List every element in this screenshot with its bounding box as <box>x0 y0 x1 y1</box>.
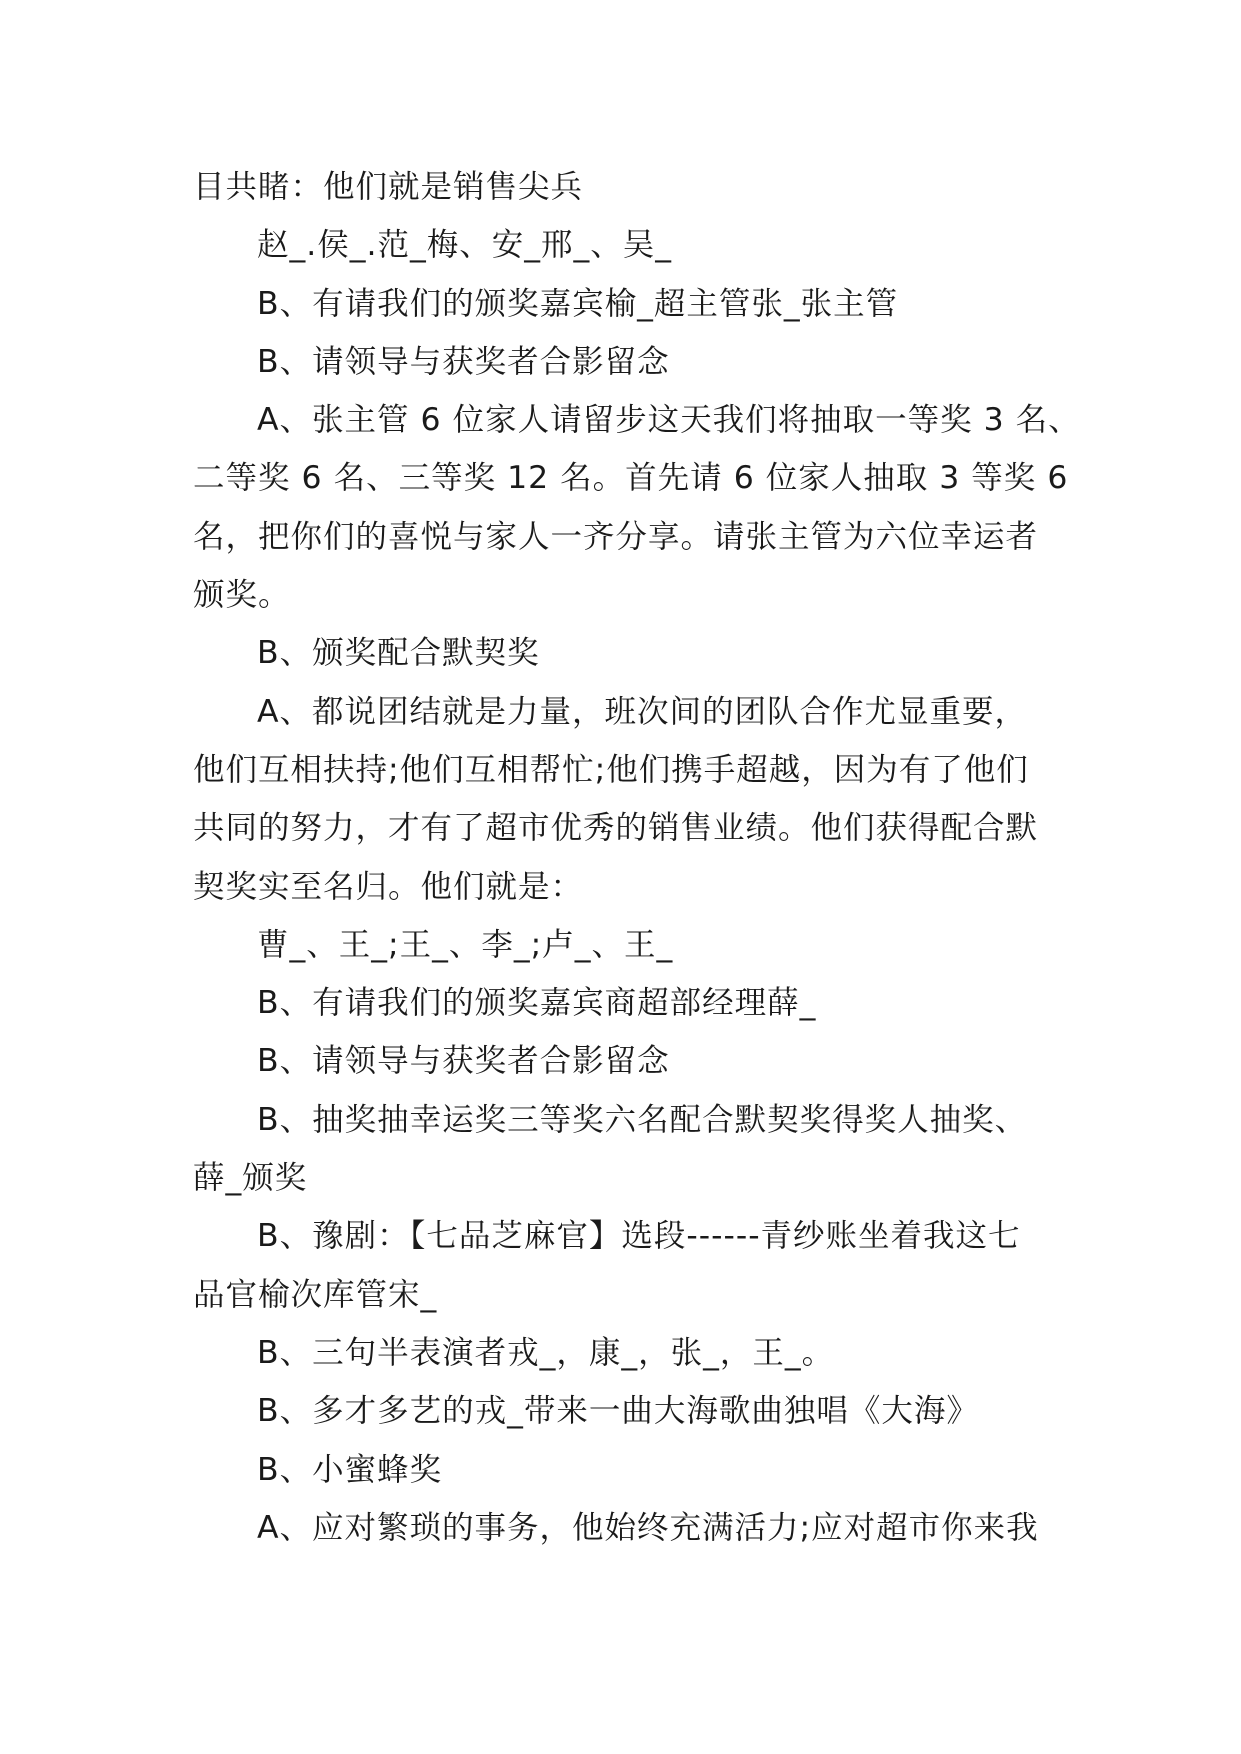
text-line: 赵_.侯_.范_梅、安_邢_、吴_ <box>257 227 673 264</box>
text-line: 曹_、王_;王_、李_;卢_、王_ <box>257 926 674 963</box>
text-line: B、请领导与获奖者合影留念 <box>257 1043 670 1080</box>
text-line: B、三句半表演者戎_，康_，张_，王_。 <box>257 1334 835 1371</box>
document-body <box>193 158 1081 1557</box>
text-line: 共同的努力，才有了超市优秀的销售业绩。他们获得配合默 <box>193 810 1039 847</box>
text-line: 二等奖 6 名、三等奖 12 名。首先请 6 位家人抽取 3 等奖 6 <box>193 460 1069 497</box>
text-line: 契奖实至名归。他们就是： <box>193 868 584 905</box>
text-line: A、都说团结就是力量，班次间的团队合作尤显重要， <box>257 693 1028 730</box>
text-line: B、颁奖配合默契奖 <box>257 635 540 672</box>
text-line: 名，把你们的喜悦与家人一齐分享。请张主管为六位幸运者 <box>193 518 1039 555</box>
text-line: B、小蜜蜂奖 <box>257 1451 443 1488</box>
text-line: B、抽奖抽幸运奖三等奖六名配合默契奖得奖人抽奖、 <box>257 1101 1028 1138</box>
text-line: A、应对繁琐的事务，他始终充满活力;应对超市你来我 <box>257 1509 1039 1546</box>
text-line: B、多才多艺的戎_带来一曲大海歌曲独唱《大海》 <box>257 1393 979 1430</box>
text-line: B、有请我们的颁奖嘉宾榆_超主管张_张主管 <box>257 285 899 322</box>
text-line: B、豫剧：【七品芝麻官】选段------青纱账坐着我这七 <box>257 1218 1021 1255</box>
text-line: 目共睹：他们就是销售尖兵 <box>193 169 584 205</box>
text-line: 品官榆次库管宋_ <box>193 1276 438 1313</box>
text-line: 薛_颁奖 <box>193 1160 308 1197</box>
text-line: 他们互相扶持;他们互相帮忙;他们携手超越，因为有了他们 <box>193 751 1029 788</box>
text-line: 颁奖。 <box>193 577 291 614</box>
text-line: A、张主管 6 位家人请留步这天我们将抽取一等奖 3 名、 <box>257 402 1081 439</box>
text-line: B、有请我们的颁奖嘉宾商超部经理薛_ <box>257 985 817 1022</box>
text-line: B、请领导与获奖者合影留念 <box>257 343 670 380</box>
